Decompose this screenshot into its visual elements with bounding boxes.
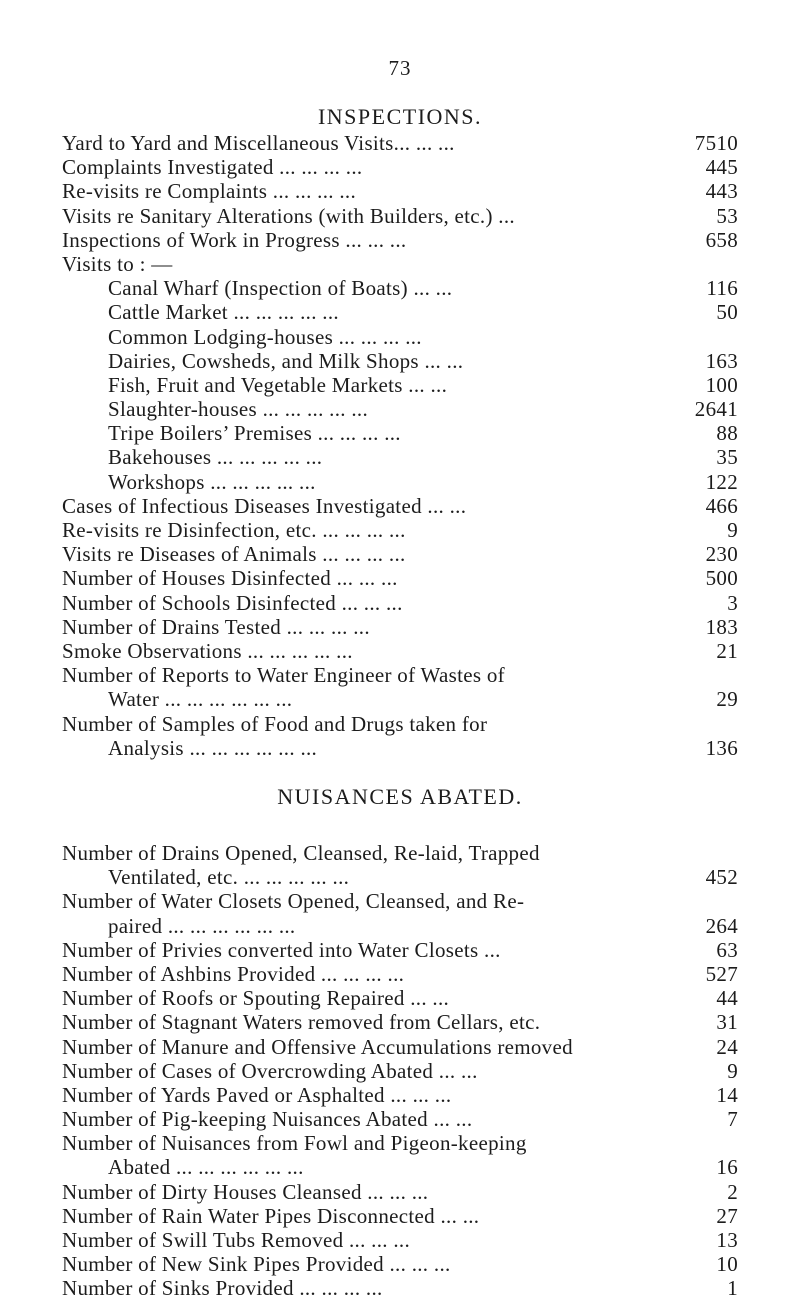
inspections-row-label: Re-visits re Complaints ... ... ... ...	[62, 179, 357, 204]
nuisances-row	[62, 962, 738, 986]
inspections-row-value: 466	[705, 493, 738, 518]
inspections-row-label: Visits re Diseases of Animals ... ... ... ...	[62, 542, 406, 567]
nuisances-row-value: 63	[716, 937, 738, 962]
nuisances-row-value: 31	[716, 1010, 738, 1035]
nuisances-row-value: 13	[716, 1228, 738, 1252]
inspections-row-value: 7510	[694, 131, 738, 155]
nuisances-row-value: 452	[705, 865, 738, 890]
inspections-row-value: 658	[705, 227, 738, 252]
inspections-row-value: 2641	[694, 397, 738, 422]
nuisances-row-label: Number of Cases of Overcrowding Abated ... ...	[62, 1058, 478, 1083]
inspections-row	[62, 349, 738, 373]
inspections-row	[62, 566, 738, 590]
inspections-list	[62, 131, 738, 760]
inspections-heading: INSPECTIONS.	[317, 104, 483, 129]
nuisances-row	[62, 1059, 738, 1083]
inspections-row-label: Inspections of Work in Progress ... ... ...	[62, 227, 407, 252]
nuisances-row-value: 27	[716, 1203, 738, 1228]
inspections-row	[62, 421, 738, 445]
nuisances-row	[62, 1035, 738, 1059]
inspections-row	[62, 131, 738, 155]
nuisances-row-value: 9	[727, 1058, 738, 1083]
inspections-row	[62, 179, 738, 203]
nuisances-row	[62, 865, 738, 889]
inspections-row-value: 21	[716, 638, 738, 663]
nuisances-row-label: Abated ... ... ... ... ... ...	[108, 1155, 304, 1180]
inspections-row-label: Number of Houses Disinfected ... ... ...	[62, 566, 398, 591]
nuisances-row	[62, 1155, 738, 1179]
inspections-row-value: 53	[716, 203, 738, 228]
nuisances-row-value: 264	[705, 913, 738, 938]
inspections-row-value: 183	[705, 614, 738, 639]
inspections-row-label: Smoke Observations ... ... ... ... ...	[62, 638, 353, 663]
inspections-row-value: 3	[727, 590, 738, 615]
inspections-row	[62, 687, 738, 711]
inspections-row	[62, 663, 738, 687]
nuisances-row-label: Number of Yards Paved or Asphalted ... ... ...	[62, 1082, 452, 1107]
nuisances-row	[62, 1107, 738, 1131]
inspections-row	[62, 639, 738, 663]
inspections-row-value: 50	[716, 300, 738, 325]
nuisances-row-value: 2	[727, 1179, 738, 1204]
inspections-row-label: Canal Wharf (Inspection of Boats) ... ...	[108, 276, 453, 301]
inspections-row-label: Fish, Fruit and Vegetable Markets ... ...	[108, 372, 448, 397]
nuisances-row-value: 1	[727, 1276, 738, 1301]
inspections-row	[62, 615, 738, 639]
nuisances-row-value: 7	[727, 1107, 738, 1132]
inspections-row-label: Slaughter-houses ... ... ... ... ...	[108, 397, 369, 422]
inspections-row-label: Complaints Investigated ... ... ... ...	[62, 155, 363, 180]
inspections-row-label: Number of Drains Tested ... ... ... ...	[62, 614, 370, 639]
nuisances-row-label: Number of Water Closets Opened, Cleansed, and Re-	[62, 889, 525, 914]
inspections-row	[62, 252, 738, 276]
inspections-row-value: 230	[705, 542, 738, 567]
inspections-row-value: 445	[705, 155, 738, 180]
inspections-row	[62, 736, 738, 760]
nuisances-row-label: Number of Pig-keeping Nuisances Abated ... ...	[62, 1107, 473, 1132]
nuisances-row-label: Ventilated, etc. ... ... ... ... ...	[108, 865, 350, 890]
nuisances-row-label: Number of Nuisances from Fowl and Pigeon-keeping	[62, 1131, 527, 1156]
nuisances-row	[62, 841, 738, 865]
nuisances-row-value: 14	[716, 1082, 738, 1107]
inspections-row-label: Common Lodging-houses ... ... ... ...	[108, 324, 422, 349]
inspections-row	[62, 494, 738, 518]
inspections-row-label: Visits to : —	[62, 251, 173, 276]
inspections-row	[62, 542, 738, 566]
inspections-row	[62, 373, 738, 397]
nuisances-row-label: paired ... ... ... ... ... ...	[108, 913, 296, 938]
inspections-row-value: 136	[705, 735, 738, 760]
nuisances-row	[62, 914, 738, 938]
nuisances-row	[62, 1010, 738, 1034]
inspections-row	[62, 155, 738, 179]
nuisances-row-label: Number of Drains Opened, Cleansed, Re-laid, Trapped	[62, 841, 540, 865]
inspections-row-value: 163	[705, 348, 738, 373]
nuisances-row-label: Number of Swill Tubs Removed ... ... ...	[62, 1228, 411, 1252]
nuisances-row-label: Number of Manure and Offensive Accumulations removed	[62, 1034, 573, 1059]
inspections-row-label: Visits re Sanitary Alterations (with Builders, etc.) ...	[62, 203, 515, 228]
inspections-row-value: 116	[706, 276, 738, 301]
nuisances-row	[62, 1180, 738, 1204]
nuisances-row	[62, 1252, 738, 1276]
nuisances-row-label: Number of Roofs or Spouting Repaired ... ...	[62, 986, 450, 1011]
inspections-row-label: Number of Schools Disinfected ... ... ...	[62, 590, 403, 615]
nuisances-row	[62, 1228, 738, 1252]
inspections-row	[62, 712, 738, 736]
inspections-row-label: Tripe Boilers’ Premises ... ... ... ...	[108, 421, 401, 446]
nuisances-row-value: 16	[716, 1155, 738, 1180]
nuisances-row-label: Number of Stagnant Waters removed from Cellars, etc.	[62, 1010, 541, 1035]
inspections-row-value: 122	[705, 469, 738, 494]
inspections-row-value: 500	[705, 566, 738, 591]
nuisances-row	[62, 889, 738, 913]
inspections-row	[62, 397, 738, 421]
inspections-row	[62, 518, 738, 542]
nuisances-row	[62, 1083, 738, 1107]
inspections-row-label: Dairies, Cowsheds, and Milk Shops ... ...	[108, 348, 464, 373]
inspections-row-value: 100	[705, 372, 738, 397]
inspections-row-value: 29	[716, 687, 738, 712]
inspections-row	[62, 204, 738, 228]
nuisances-row-value: 44	[716, 986, 738, 1011]
nuisances-row-value: 527	[705, 961, 738, 986]
nuisances-row-label: Number of New Sink Pipes Provided ... ... ...	[62, 1252, 451, 1277]
inspections-row	[62, 470, 738, 494]
inspections-row-value: 35	[716, 445, 738, 470]
inspections-row-label: Analysis ... ... ... ... ... ...	[108, 735, 318, 760]
page-number: 73	[388, 56, 412, 80]
nuisances-row-label: Number of Ashbins Provided ... ... ... ...	[62, 961, 405, 986]
nuisances-row-label: Number of Dirty Houses Cleansed ... ... ...	[62, 1179, 429, 1204]
nuisances-row-value: 10	[716, 1252, 738, 1277]
inspections-row-label: Water ... ... ... ... ... ...	[108, 687, 293, 712]
inspections-row-label: Bakehouses ... ... ... ... ...	[108, 445, 323, 470]
nuisances-row-label: Number of Sinks Provided ... ... ... ...	[62, 1276, 383, 1301]
inspections-row	[62, 228, 738, 252]
inspections-row	[62, 325, 738, 349]
nuisances-list	[62, 841, 738, 1301]
nuisances-row-label: Number of Rain Water Pipes Disconnected ... ...	[62, 1203, 480, 1228]
inspections-row	[62, 591, 738, 615]
inspections-row-value: 9	[727, 518, 738, 542]
inspections-row-label: Number of Samples of Food and Drugs taken for	[62, 711, 488, 736]
nuisances-row	[62, 1204, 738, 1228]
inspections-row	[62, 276, 738, 300]
inspections-row	[62, 300, 738, 324]
inspections-row-label: Re-visits re Disinfection, etc. ... ... ... ...	[62, 518, 406, 542]
inspections-row-label: Yard to Yard and Miscellaneous Visits... ... ...	[62, 131, 455, 155]
nuisances-row-label: Number of Privies converted into Water Closets ...	[62, 937, 501, 962]
inspections-row-label: Workshops ... ... ... ... ...	[108, 469, 316, 494]
inspections-row-label: Cattle Market ... ... ... ... ...	[108, 300, 339, 325]
nuisances-row-value: 24	[716, 1034, 738, 1059]
inspections-row-label: Number of Reports to Water Engineer of Wastes of	[62, 663, 505, 688]
inspections-row	[62, 445, 738, 469]
inspections-row-value: 88	[716, 421, 738, 446]
nuisances-heading: NUISANCES ABATED.	[277, 784, 523, 809]
nuisances-row	[62, 938, 738, 962]
nuisances-row	[62, 1276, 738, 1300]
inspections-row-value: 443	[705, 179, 738, 204]
inspections-row-label: Cases of Infectious Diseases Investigated ... ...	[62, 493, 467, 518]
nuisances-row	[62, 1131, 738, 1155]
nuisances-row	[62, 986, 738, 1010]
